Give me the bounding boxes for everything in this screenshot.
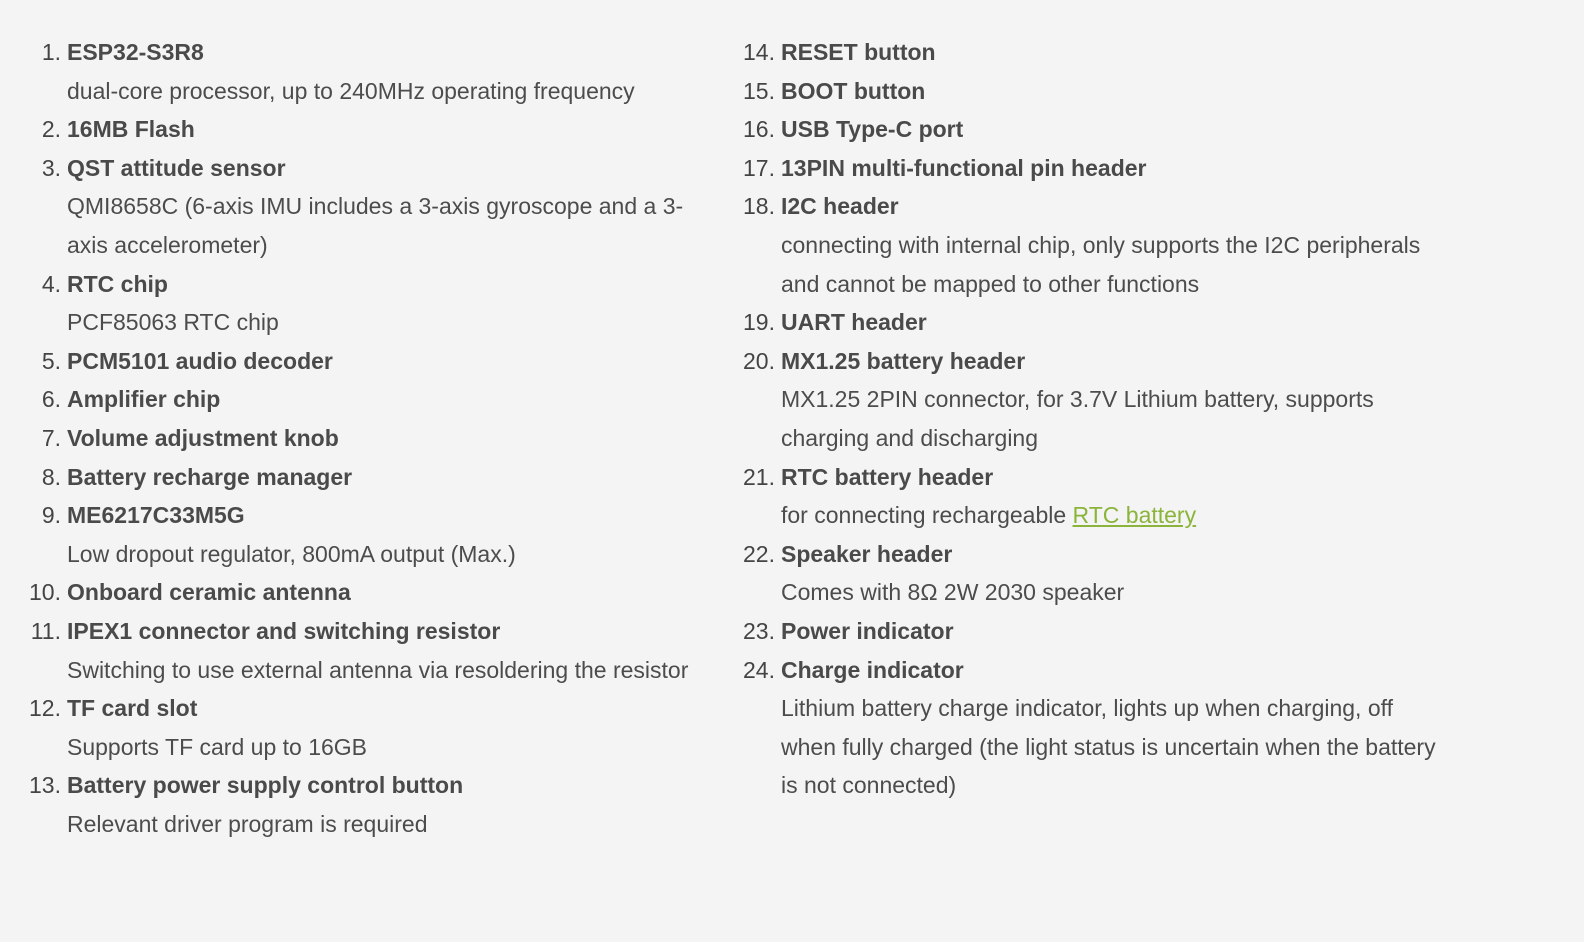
list-item [714, 33, 1454, 72]
item-title: Volume adjustment knob [67, 424, 339, 451]
item-description [781, 380, 1454, 457]
item-number: 1. [41, 39, 61, 65]
item-number: 15. [743, 77, 775, 104]
item-title: UART header [781, 309, 927, 336]
item-description [67, 728, 700, 767]
item-title: MX1.25 battery header [781, 347, 1026, 374]
list-item [0, 458, 700, 497]
item-description [67, 535, 700, 574]
item-number: 18. [743, 193, 775, 220]
list-item [0, 265, 700, 342]
item-title: IPEX1 connector and switching resistor [67, 617, 501, 644]
item-description-text: QMI8658C (6-axis IMU includes a 3-axis gyroscope and a 3-axis accelerometer) [67, 193, 684, 258]
item-title: Battery power supply control button [67, 772, 464, 799]
item-description-text: Low dropout regulator, 800mA output (Max.) [67, 540, 516, 567]
list-item [714, 458, 1454, 535]
component-list-right [714, 33, 1454, 805]
rtc-battery-link[interactable]: RTC battery [1072, 502, 1197, 529]
item-number: 4. [41, 270, 61, 297]
item-number: 21. [743, 463, 775, 490]
item-description [781, 226, 1454, 303]
item-title: BOOT button [781, 77, 926, 104]
list-item [714, 110, 1454, 149]
item-description-text: dual-core processor, up to 240MHz operating frequency [67, 77, 635, 104]
item-title: Speaker header [781, 540, 953, 567]
list-item [714, 303, 1454, 342]
list-item [0, 110, 700, 149]
item-number: 20. [743, 347, 775, 374]
list-item [714, 342, 1454, 458]
item-title: ESP32-S3R8 [67, 39, 204, 65]
item-number: 22. [743, 540, 775, 567]
item-number: 24. [743, 656, 775, 683]
item-number: 12. [29, 695, 61, 722]
list-item [0, 612, 700, 689]
item-number: 3. [41, 154, 61, 181]
item-title: Onboard ceramic antenna [67, 579, 351, 606]
item-description [67, 805, 700, 844]
item-title: USB Type-C port [781, 116, 964, 143]
list-item [0, 419, 700, 458]
item-description [67, 72, 700, 111]
item-description [67, 303, 700, 342]
item-description-text: MX1.25 2PIN connector, for 3.7V Lithium battery, supports charging and discharging [781, 386, 1374, 451]
list-item [0, 33, 700, 110]
item-title: QST attitude sensor [67, 154, 286, 181]
item-description-text: Comes with 8Ω 2W 2030 speaker [781, 579, 1125, 606]
item-title: RTC battery header [781, 463, 994, 490]
item-number: 5. [41, 347, 61, 374]
list-item [0, 573, 700, 612]
list-item [714, 612, 1454, 651]
item-title: Charge indicator [781, 656, 964, 683]
item-number: 23. [743, 617, 775, 644]
item-number: 7. [41, 424, 61, 451]
item-title: RTC chip [67, 270, 168, 297]
item-description-text: for connecting rechargeable [781, 502, 1073, 529]
list-item [0, 766, 700, 843]
item-title: Amplifier chip [67, 386, 221, 413]
item-title: Battery recharge manager [67, 463, 353, 490]
list-item [0, 689, 700, 766]
list-item [714, 187, 1454, 303]
item-number: 6. [41, 386, 61, 413]
component-list-left [0, 33, 700, 843]
item-title: TF card slot [67, 695, 198, 722]
list-item [714, 72, 1454, 111]
item-number: 16. [743, 116, 775, 143]
item-description-text: Switching to use external antenna via resoldering the resistor [67, 656, 689, 683]
item-description-text: Lithium battery charge indicator, lights up when charging, off when fully charged (the light status is uncertain when the battery is not connected) [781, 695, 1436, 799]
item-title: 16MB Flash [67, 116, 195, 143]
item-description-text: connecting with internal chip, only supports the I2C peripherals and cannot be mapped to other functions [781, 231, 1421, 297]
item-description-text: PCF85063 RTC chip [67, 309, 279, 336]
item-title: I2C header [781, 193, 899, 220]
item-description-text: Relevant driver program is required [67, 810, 428, 837]
item-title: RESET button [781, 39, 936, 65]
list-item [714, 149, 1454, 188]
item-number: 9. [41, 502, 61, 529]
item-number: 10. [29, 579, 61, 606]
item-description [781, 573, 1454, 612]
item-title: 13PIN multi-functional pin header [781, 154, 1147, 181]
list-item [0, 380, 700, 419]
item-number: 13. [29, 772, 61, 799]
item-number: 8. [41, 463, 61, 490]
item-number: 11. [30, 617, 61, 644]
item-number: 19. [743, 309, 775, 336]
item-number: 14. [743, 39, 775, 65]
item-description-text: Supports TF card up to 16GB [67, 733, 368, 760]
item-number: 17. [743, 154, 775, 181]
list-item [0, 342, 700, 381]
item-title: PCM5101 audio decoder [67, 347, 333, 374]
list-item [714, 535, 1454, 612]
item-description [781, 689, 1454, 805]
list-item [0, 496, 700, 573]
item-description [781, 496, 1454, 535]
item-title: Power indicator [781, 617, 954, 644]
item-number: 2. [41, 116, 61, 143]
list-item [714, 651, 1454, 805]
item-title: ME6217C33M5G [67, 502, 245, 529]
item-description [67, 187, 700, 264]
list-item [0, 149, 700, 265]
item-description [67, 651, 700, 690]
